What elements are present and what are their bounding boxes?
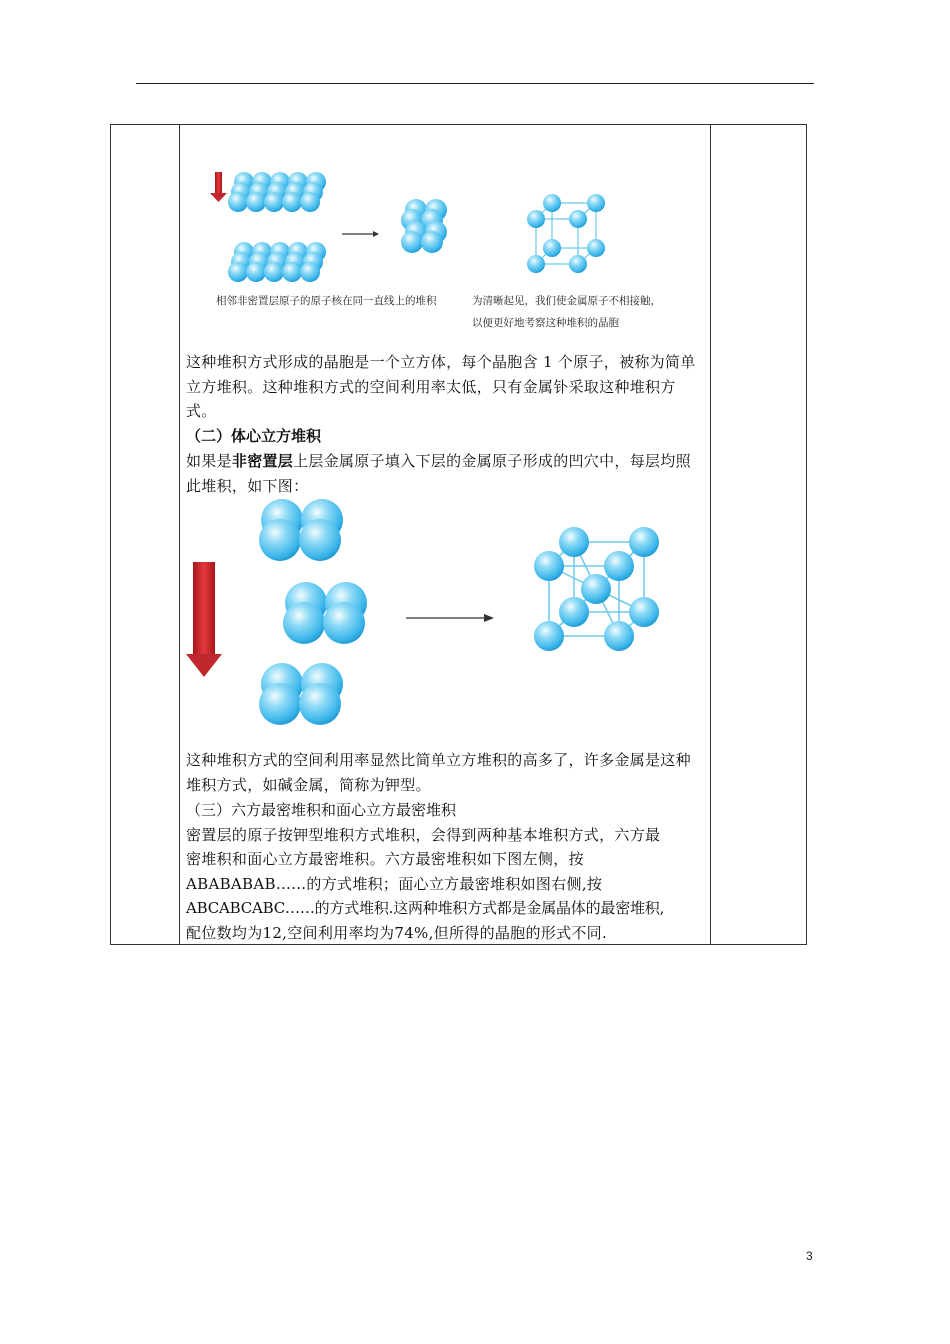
closest-packing-line4: ABCABCABC……的方式堆积.这两种堆积方式都是金属晶体的最密堆积, — [186, 899, 665, 917]
simple-cubic-stacking-figure — [204, 168, 644, 298]
compact-unit-cell — [401, 199, 447, 253]
table-column-divider-left — [179, 124, 180, 945]
page-number: 3 — [806, 1249, 813, 1263]
expanded-unit-cell — [536, 203, 596, 264]
figure1-caption-right-line1: 为清晰起见，我们使金属原子不相接触， — [472, 295, 661, 307]
bcc-cube-atoms — [534, 527, 659, 651]
bcc-intro-text-after: 上层金属原子填入下层的金属原子形成的凹穴中，每层均照此堆积，如下图： — [186, 452, 691, 495]
closest-packing-line3: ABABABAB……的方式堆积；面心立方最密堆积如图右侧,按 — [186, 875, 603, 893]
bcc-layer-bottom — [259, 663, 343, 725]
lower-atom-layer — [228, 242, 326, 282]
section-heading-closest-packing: （三）六方最密堆积和面心立方最密堆积 — [186, 801, 457, 819]
down-arrow-large — [186, 562, 222, 677]
right-arrow-small — [342, 231, 379, 237]
closest-packing-line2: 密堆积和面心立方最密堆积。六方最密堆积如下图左侧，按 — [186, 850, 584, 868]
figure1-caption-right-line2: 以便更好地考察这种堆积的晶胞 — [472, 317, 619, 329]
simple-cubic-paragraph: 这种堆积方式形成的晶胞是一个立方体，每个晶胞含 1 个原子，被称为简单立方堆积。这种堆积方式的空间利用率太低，只有金属钋采取这种堆积方式。 — [186, 353, 696, 420]
table-content-cell — [186, 124, 704, 945]
header-rule — [136, 83, 814, 84]
right-arrow-large — [406, 614, 494, 622]
bcc-intro-bold-term: 非密置层 — [231, 452, 294, 470]
bcc-intro-paragraph — [186, 449, 706, 498]
bcc-layer-top — [259, 499, 343, 561]
bcc-intro-text-before: 如果是 — [186, 452, 232, 470]
bcc-layer-middle — [283, 582, 367, 644]
closest-packing-line5: 配位数均为12,空间利用率均为74%,但所得的晶胞的形式不同. — [186, 924, 608, 942]
expanded-unit-cell-atoms — [527, 194, 605, 273]
upper-atom-layer — [228, 172, 326, 212]
figure1-caption-left: 相邻非密置层原子的原子核在同一直线上的堆积 — [216, 295, 437, 307]
down-arrow-small — [210, 172, 227, 202]
bcc-stacking-figure — [186, 494, 676, 734]
table-column-divider-right — [710, 124, 711, 945]
bcc-summary-paragraph: 这种堆积方式的空间利用率显然比简单立方堆积的高多了，许多金属是这种堆积方式，如碱金属，简称为钾型。 — [186, 751, 691, 794]
section-heading-bcc: （二）体心立方堆积 — [186, 427, 322, 445]
closest-packing-line1: 密置层的原子按钾型堆积方式堆积，会得到两种基本堆积方式，六方最 — [186, 826, 661, 844]
